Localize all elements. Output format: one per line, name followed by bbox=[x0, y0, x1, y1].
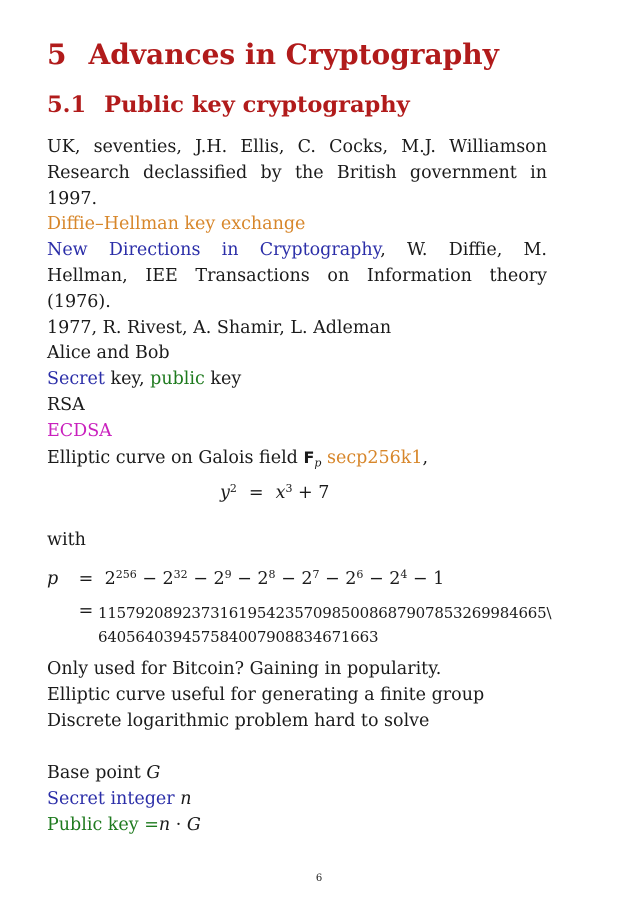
public-key-def-text: Public key = bbox=[47, 814, 159, 835]
subsection-number: 5.1 bbox=[47, 92, 87, 118]
remark-discrete-log: Discrete logarithmic problem hard to solve bbox=[47, 710, 430, 731]
history-line-1-text: UK, seventies, J.H. Ellis, C. Cocks, M.J. Williamson bbox=[47, 137, 547, 157]
diffie-hellman-link[interactable]: Diffie–Hellman key exchange bbox=[47, 214, 306, 235]
history-line-3: 1997. bbox=[47, 188, 98, 209]
keys-end: key bbox=[204, 369, 242, 390]
field-symbol: F bbox=[303, 447, 315, 467]
secp256k1-link[interactable]: secp256k1 bbox=[327, 447, 423, 468]
history-line-2 bbox=[47, 161, 547, 187]
with-label: with bbox=[47, 530, 86, 550]
public-key-link[interactable]: public bbox=[150, 369, 205, 390]
prime-eq-equals: = bbox=[78, 569, 94, 589]
section-title-text: Advances in Cryptography bbox=[88, 38, 499, 71]
base-point-line bbox=[47, 761, 547, 787]
history-line-1 bbox=[47, 135, 547, 161]
base-point-text: Base point bbox=[47, 763, 147, 783]
citation-year: (1976). bbox=[47, 291, 111, 312]
prime-value-equals: = bbox=[78, 601, 94, 621]
keys-separator: key, bbox=[104, 369, 151, 390]
prime-eq-lhs: p bbox=[47, 569, 59, 589]
curve-eq-lhs-exponent: 2 bbox=[229, 481, 237, 495]
new-directions-link[interactable]: New Directions in Cryptography bbox=[47, 240, 381, 261]
section-number: 5 bbox=[47, 38, 67, 71]
public-key-line bbox=[47, 813, 547, 839]
curve-eq-rhs: x bbox=[275, 483, 286, 503]
curve-eq-equals: = bbox=[248, 483, 264, 503]
subsection-title-text: Public key cryptography bbox=[104, 92, 410, 118]
elliptic-curve-line bbox=[47, 445, 547, 471]
elliptic-curve-comma: , bbox=[422, 447, 429, 468]
new-directions-line bbox=[47, 238, 547, 264]
curve-eq-rhs-exponent: 3 bbox=[285, 481, 293, 495]
subsection-title bbox=[47, 92, 410, 118]
rsa-line: RSA bbox=[47, 394, 85, 415]
remark-bitcoin: Only used for Bitcoin? Gaining in popularity. bbox=[47, 659, 442, 679]
rsa-authors-line: 1977, R. Rivest, A. Shamir, L. Adleman bbox=[47, 317, 392, 338]
section-title bbox=[47, 38, 499, 71]
prime-value-equals-row bbox=[47, 601, 99, 621]
secret-integer-line bbox=[47, 787, 547, 813]
field-subscript: p bbox=[314, 455, 322, 469]
citation-line-text: Hellman, IEE Transactions on Information theory bbox=[47, 265, 547, 286]
curve-equation bbox=[220, 483, 329, 503]
secret-integer-link[interactable]: Secret integer bbox=[47, 788, 181, 809]
public-key-n: n bbox=[158, 814, 171, 835]
prime-equation bbox=[47, 569, 444, 589]
elliptic-curve-text: Elliptic curve on Galois field bbox=[47, 447, 304, 468]
remark-finite-group: Elliptic curve useful for generating a finite group bbox=[47, 684, 485, 705]
alice-bob-line: Alice and Bob bbox=[47, 343, 170, 364]
new-directions-authors: , W. Diffie, M. bbox=[380, 240, 547, 261]
history-line-2-text: Research declassified by the British government in bbox=[47, 162, 547, 183]
keys-line bbox=[47, 367, 547, 393]
public-key-dot: · bbox=[170, 814, 187, 835]
prime-eq-terms: $2^{256} - 2^{32} - 2^9 - 2^8 - 2^7 - 2^6 - 2^4 - 1$ bbox=[104, 567, 445, 589]
public-key-G: G bbox=[186, 814, 201, 835]
page-number: 6 bbox=[315, 873, 323, 884]
base-point-var: G bbox=[146, 763, 161, 783]
secret-key-link[interactable]: Secret bbox=[47, 369, 105, 390]
secret-integer-var: n bbox=[180, 788, 192, 809]
ecdsa-link[interactable]: ECDSA bbox=[47, 420, 112, 441]
prime-digits-line-2: 640564039457584007908834671663 bbox=[98, 628, 379, 646]
body-text-block bbox=[47, 135, 547, 470]
citation-line bbox=[47, 264, 547, 290]
remarks-block bbox=[47, 657, 547, 734]
curve-eq-lhs: y bbox=[220, 483, 230, 503]
public-key-def-link[interactable] bbox=[47, 815, 159, 835]
curve-eq-constant: + 7 bbox=[292, 483, 330, 503]
prime-digits-line-1: 115792089237316195423570985008687907853269984665\ bbox=[98, 604, 552, 622]
key-definitions-block bbox=[47, 761, 547, 838]
